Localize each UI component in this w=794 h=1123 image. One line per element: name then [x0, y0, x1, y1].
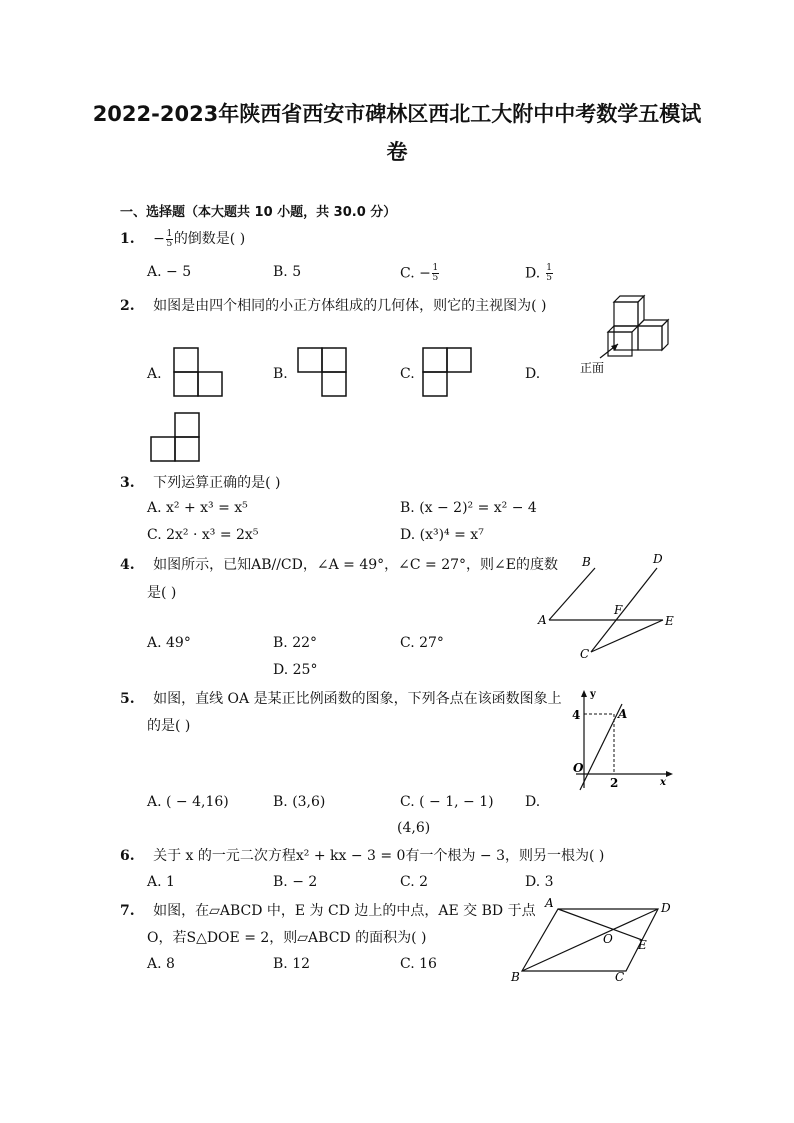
question-5: [120, 689, 562, 709]
cube-figure: [578, 292, 678, 378]
option-a[interactable]: A. 1: [147, 874, 175, 890]
option-a-figure: [172, 346, 228, 400]
option-d[interactable]: D. 25°: [273, 662, 318, 678]
option-c[interactable]: C.: [400, 366, 415, 382]
option-c-label: C. −: [400, 265, 431, 282]
fraction-numerator: 1: [166, 228, 173, 239]
option-d[interactable]: D.: [525, 366, 541, 382]
option-d-value: (4,6): [397, 820, 431, 836]
option-d-figure: [148, 411, 204, 465]
page-title: 2022-2023年陕西省西安市碑林区西北工大附中中考数学五模试: [92, 102, 702, 126]
option-c[interactable]: C. 2: [400, 874, 429, 890]
option-a[interactable]: A. x² + x³ = x⁵: [147, 500, 248, 516]
option-c[interactable]: C. 27°: [400, 635, 444, 651]
label-f: F: [614, 603, 623, 617]
option-c[interactable]: C. 2x² · x³ = 2x⁵: [147, 527, 259, 543]
question-text: 如图，直线 OA 是某正比例函数的图象，下列各点在该函数图象上: [153, 691, 562, 707]
option-d[interactable]: D. 3: [525, 874, 554, 890]
fraction: [432, 264, 439, 283]
label-e: E: [638, 938, 647, 952]
option-d-label: D.: [525, 265, 541, 282]
page-title-line2: 卷: [386, 140, 408, 164]
label-c: C: [615, 970, 625, 984]
question-5-line2: 的是( ): [147, 718, 191, 734]
fraction: [546, 264, 553, 283]
question-3: [120, 473, 280, 493]
tick-4: 4: [572, 708, 581, 722]
question-text: 如图，在▱ABCD 中，E 为 CD 边上的中点，AE 交 BD 于点: [153, 903, 536, 919]
option-c[interactable]: C. 16: [400, 956, 437, 972]
question-number: 1.: [120, 231, 135, 247]
question-6: [120, 846, 604, 866]
fraction-numerator: 1: [546, 263, 552, 273]
question-2: [120, 296, 546, 316]
fraction-denominator: 5: [432, 273, 439, 283]
question-number: 5.: [120, 691, 135, 707]
question-minus: −: [153, 231, 165, 247]
question-4-line2: 是( ): [147, 585, 177, 601]
label-b: B: [511, 970, 520, 984]
label-o: O: [573, 761, 584, 775]
front-label: 正面: [580, 361, 605, 375]
label-a: A: [545, 896, 554, 910]
q4-figure: [535, 550, 685, 662]
option-d[interactable]: D.: [525, 794, 541, 810]
option-c[interactable]: [400, 264, 440, 283]
label-a: A: [538, 613, 547, 627]
option-c-figure: [421, 346, 477, 400]
option-b[interactable]: B. 22°: [273, 635, 318, 651]
label-a: A: [618, 707, 628, 721]
question-number: 2.: [120, 298, 135, 314]
option-a[interactable]: A. 49°: [147, 635, 191, 651]
fraction-denominator: 5: [166, 238, 173, 249]
question-7-line2: O，若S△DOE = 2，则▱ABCD 的面积为( ): [147, 930, 427, 946]
question-text: 如图所示，已知AB//CD，∠A = 49°，∠C = 27°，则∠E的度数: [153, 557, 558, 573]
question-number: 3.: [120, 475, 135, 491]
option-d[interactable]: D. (x³)⁴ = x⁷: [400, 527, 484, 543]
label-d: D: [661, 901, 671, 915]
option-a[interactable]: A. − 5: [147, 264, 192, 280]
label-b: B: [582, 555, 591, 569]
question-text: 的倒数是( ): [173, 231, 246, 247]
fraction-denominator: 5: [546, 273, 552, 283]
fraction: [166, 230, 173, 249]
axis-x-label: x: [660, 777, 666, 788]
label-o: O: [603, 932, 613, 946]
question-text: 下列运算正确的是( ): [153, 475, 281, 491]
option-c[interactable]: C. ( − 1, − 1): [400, 794, 494, 810]
question-7: [120, 901, 536, 921]
label-e: E: [665, 614, 674, 628]
option-a[interactable]: A. 8: [147, 956, 175, 972]
label-d: D: [653, 552, 663, 566]
question-1: [120, 229, 245, 249]
question-text: 如图是由四个相同的小正方体组成的几何体，则它的主视图为( ): [153, 298, 547, 314]
option-a[interactable]: A.: [147, 366, 162, 382]
question-number: 4.: [120, 557, 135, 573]
option-d[interactable]: [525, 264, 554, 283]
q5-graph: [566, 686, 676, 794]
option-b[interactable]: B.: [273, 366, 288, 382]
question-number: 7.: [120, 903, 135, 919]
option-b[interactable]: B. (x − 2)² = x² − 4: [400, 500, 537, 516]
option-b[interactable]: B. (3,6): [273, 794, 326, 810]
option-b[interactable]: B. 5: [273, 264, 302, 280]
option-a[interactable]: A. ( − 4,16): [147, 794, 229, 810]
option-b-figure: [296, 346, 352, 400]
tick-2: 2: [610, 776, 619, 790]
label-c: C: [580, 647, 590, 661]
section-header: 一、选择题（本大题共 10 小题，共 30.0 分）: [120, 205, 397, 220]
question-4: [120, 555, 558, 575]
question-text: 关于 x 的一元二次方程x² + kx − 3 = 0有一个根为 − 3，则另一根为( ): [153, 848, 605, 864]
q7-parallelogram: [508, 893, 678, 987]
fraction-numerator: 1: [432, 263, 439, 273]
option-b[interactable]: B. − 2: [273, 874, 318, 890]
question-number: 6.: [120, 848, 135, 864]
option-b[interactable]: B. 12: [273, 956, 311, 972]
axis-y-label: y: [590, 689, 596, 700]
